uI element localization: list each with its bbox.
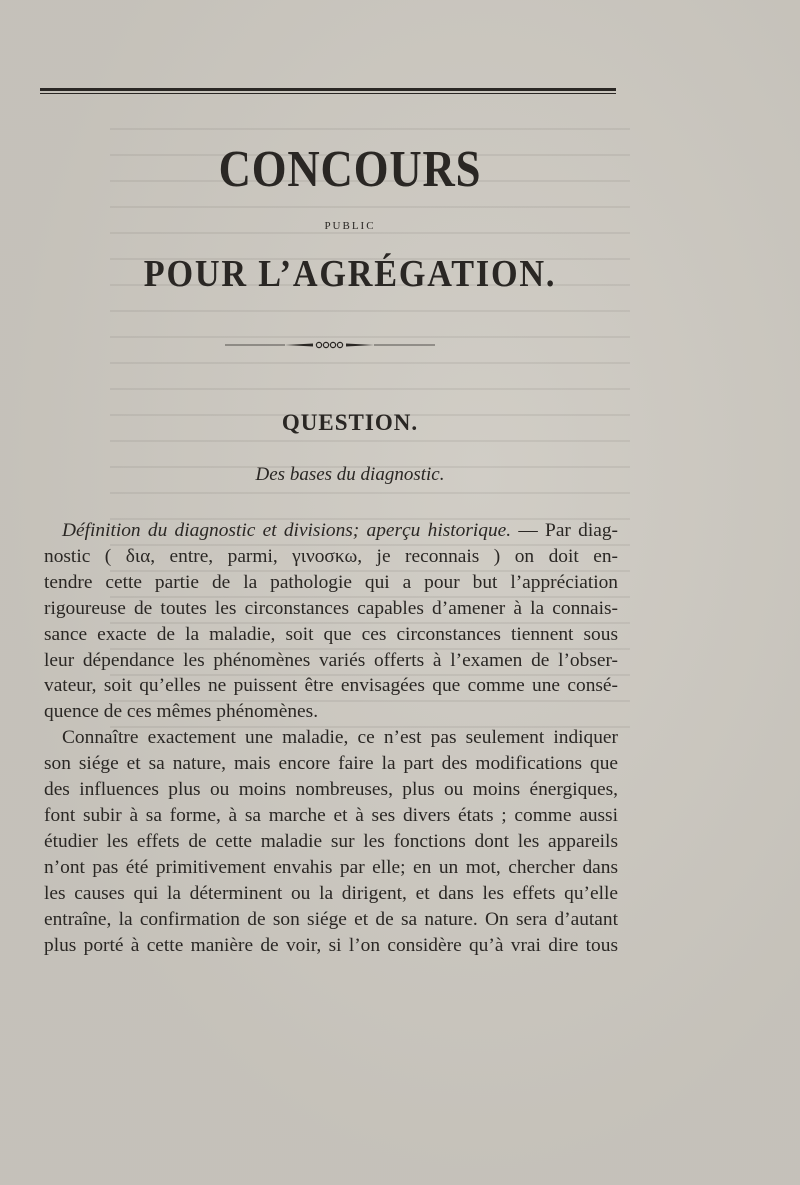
paragraph-2-line: des influences plus ou moins nombreuses, plus ou moins énergiques, (44, 779, 618, 801)
paragraph-2-line: son siége et sa nature, mais encore faire la part des modifications que (44, 753, 618, 775)
paragraph-1-line: rigoureuse de toutes les circonstances capables d’amener à la connais- (44, 597, 618, 619)
paragraph-2-line: n’ont pas été primitivement envahis par elle; en un mot, chercher dans (44, 856, 618, 878)
body-text (44, 518, 618, 958)
paragraph-2-line: font subir à sa forme, à sa marche et à ses divers états ; comme aussi (44, 804, 618, 826)
paragraph-2-line: les causes qui la déterminent ou la dirigent, et dans les effets qu’elle (44, 882, 618, 904)
paragraph-2-line: entraîne, la confirmation de son siége et de sa nature. On sera d’autant (44, 908, 618, 930)
paragraph-1-line: nostic ( δια, entre, parmi, γινοσκω, je reconnais ) on doit en- (44, 545, 618, 567)
ornament-divider (225, 339, 435, 351)
paragraph-1-line: quence de ces mêmes phénomènes. (44, 701, 319, 723)
paragraph-1-lead: Définition du diagnostic et divisions; aperçu historique. (62, 520, 512, 541)
page-subtitle: POUR L’AGRÉGATION. (143, 253, 557, 295)
question-subheading: Des bases du diagnostic. (255, 464, 445, 485)
paragraph-2-line: Connaître exactement une maladie, ce n’est pas seulement indiquer (62, 727, 618, 749)
top-double-rule (40, 88, 616, 96)
paragraph-1-line-1-rest: — Par diag- (511, 520, 618, 541)
page-title: CONCOURS (218, 141, 482, 198)
paragraph-2-line: plus porté à cette manière de voir, si l’on considère qu’à vrai dire tous (44, 934, 618, 956)
paragraph-1-line-1 (44, 518, 618, 544)
question-heading: QUESTION. (281, 410, 419, 435)
paragraph-1-line: vateur, soit qu’elles ne puissent être envisagées que comme une consé- (44, 675, 618, 697)
paragraph-2-line: étudier les effets de cette maladie sur les fonctions dont les appareils (44, 830, 618, 852)
paragraph-1-line: sance exacte de la maladie, soit que ces circonstances tiennent sous (44, 623, 618, 645)
title-small-caps: PUBLIC (324, 220, 376, 232)
paragraph-1-line: tendre cette partie de la pathologie qui a pour but l’appréciation (44, 571, 618, 593)
paragraph-1-line: leur dépendance les phénomènes variés offerts à l’examen de l’obser- (44, 649, 618, 671)
